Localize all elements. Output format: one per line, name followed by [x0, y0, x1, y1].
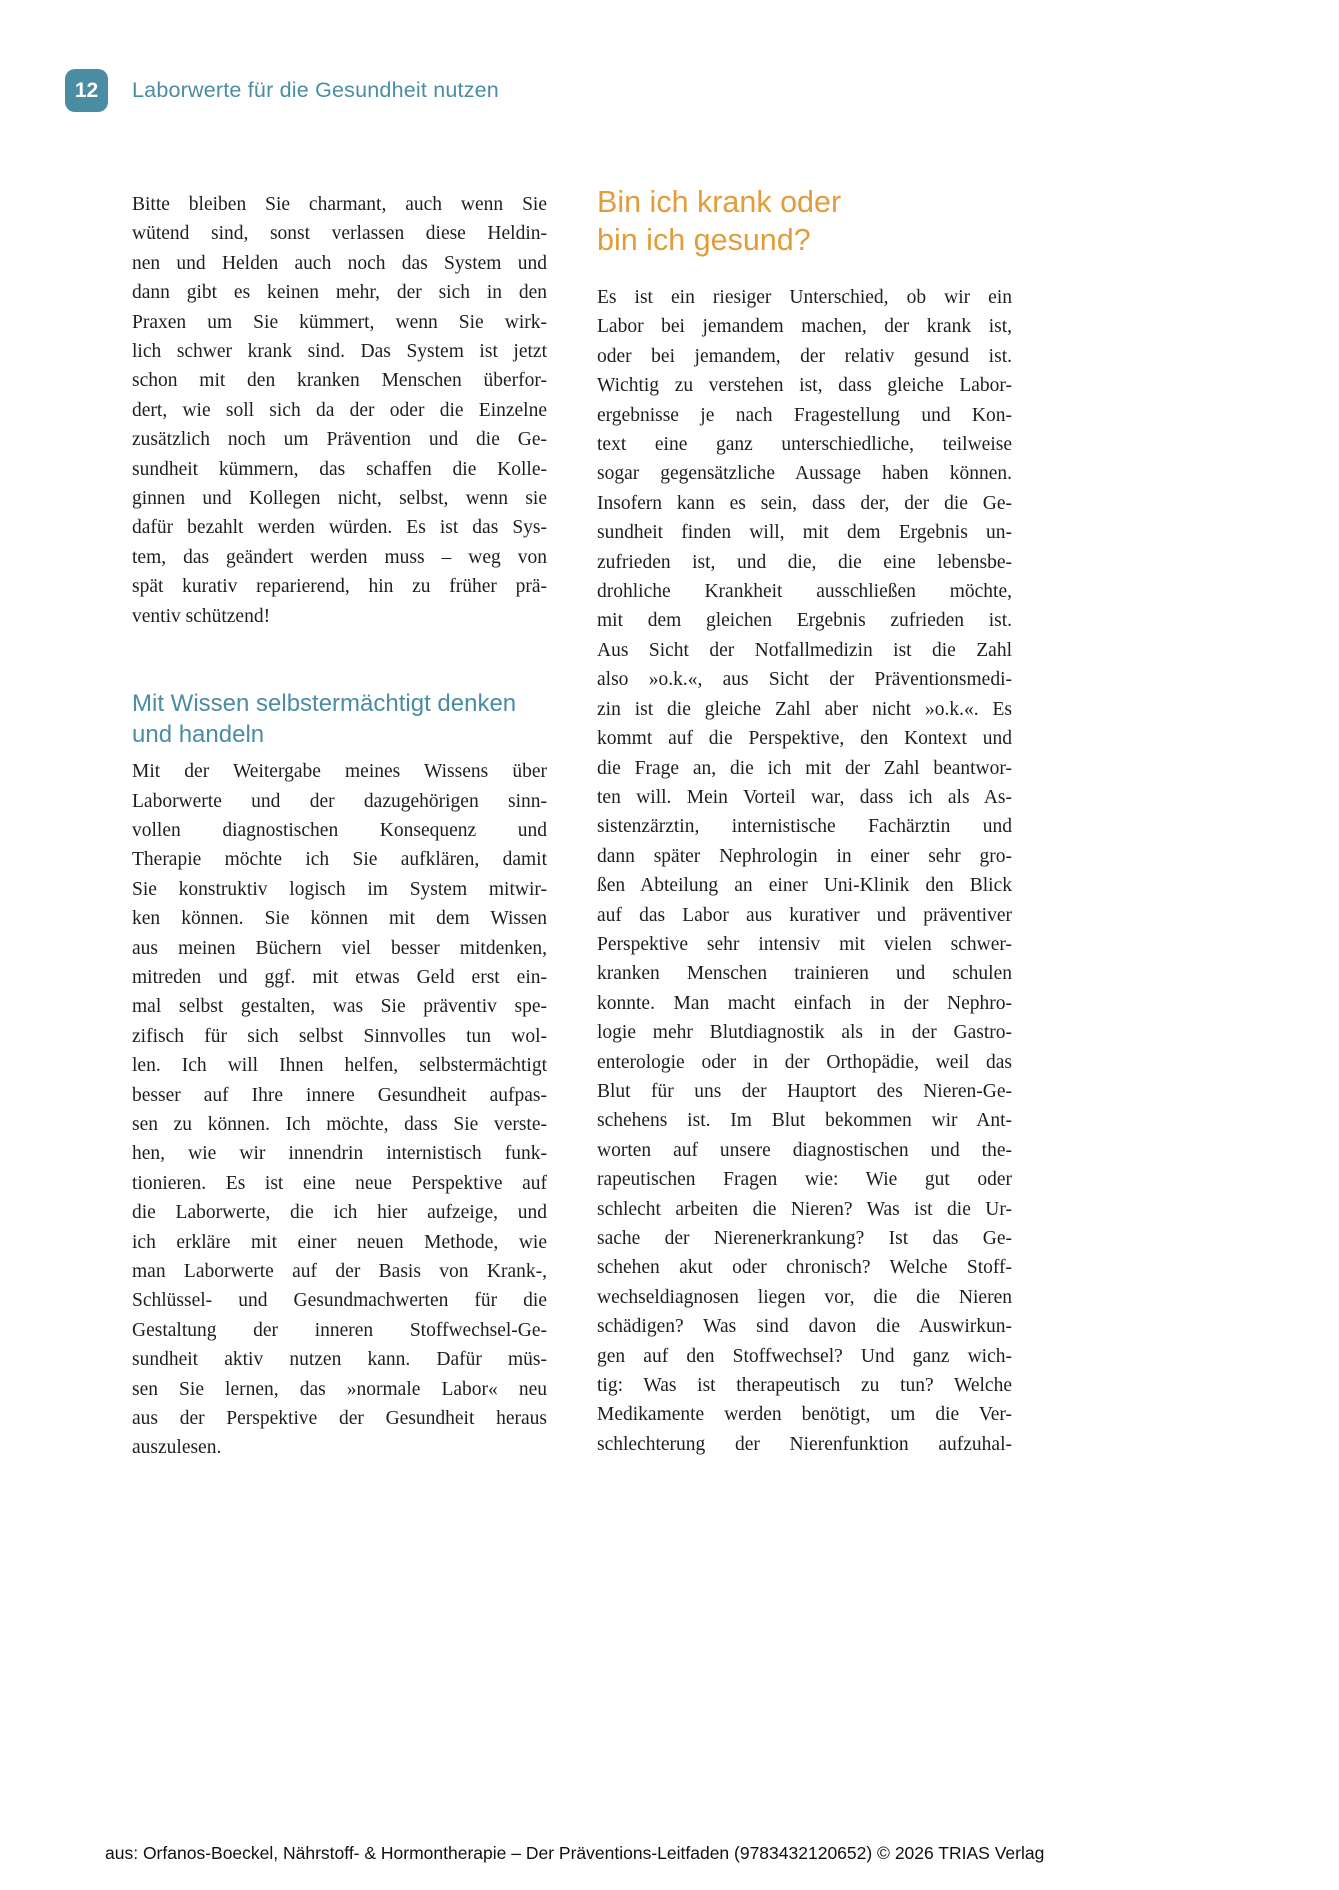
- page-footer: [105, 1843, 1265, 1864]
- text-line: man Laborwerte auf der Basis von Krank-,: [132, 1261, 547, 1282]
- text-line: mit dem gleichen Ergebnis zufrieden ist.: [597, 610, 1012, 632]
- text-line: zifisch für sich selbst Sinnvolles tun wol-: [132, 1025, 547, 1047]
- text-line: ginnen und Kollegen nicht, selbst, wenn sie: [132, 488, 547, 510]
- text-line: schon mit den kranken Menschen überfor-: [132, 370, 547, 392]
- text-line: dafür bezahlt werden würden. Es ist das Sys-: [132, 517, 547, 539]
- text-line: nen und Helden auch noch das System und: [132, 252, 547, 274]
- text-line: mitreden und ggf. mit etwas Geld erst ein-: [132, 966, 547, 988]
- text-line: Mit der Weitergabe meines Wissens über: [132, 761, 547, 783]
- text-line: kranken Menschen trainieren und schulen: [597, 963, 1012, 985]
- text-line: ich erkläre mit einer neuen Methode, wie: [132, 1231, 547, 1253]
- text-line: enterologie oder in der Orthopädie, weil das: [597, 1051, 1012, 1073]
- text-line: Labor bei jemandem machen, der krank ist,: [597, 316, 1012, 338]
- text-line: vollen diagnostischen Konsequenz und: [132, 819, 547, 841]
- text-line: zusätzlich noch um Prävention und die Ge-: [132, 429, 547, 451]
- text-line: also »o.k.«, aus Sicht der Präventionsmedi-: [597, 669, 1012, 691]
- text-line: aus der Perspektive der Gesundheit heraus: [132, 1408, 547, 1430]
- text-line: sogar gegensätzliche Aussage haben können.: [597, 463, 1012, 485]
- text-line: kommt auf die Perspektive, den Kontext und: [597, 728, 1012, 750]
- text-line: tionieren. Es ist eine neue Perspektive auf: [132, 1172, 547, 1194]
- text-line: ßen Abteilung an einer Uni-Klinik den Blick: [597, 875, 1012, 897]
- text-line: dann gibt es keinen mehr, der sich in den: [132, 282, 547, 304]
- text-line: Blut für uns der Hauptort des Nieren-Ge-: [597, 1080, 1012, 1102]
- text-line: sundheit aktiv nutzen kann. Dafür müs-: [132, 1349, 547, 1371]
- section-subheading: [132, 688, 547, 750]
- text-line: ergebnisse je nach Fragestellung und Kon-: [597, 404, 1012, 426]
- text-line: zin ist die gleiche Zahl aber nicht »o.k.«. Es: [597, 698, 1012, 720]
- text-line: spät kurativ reparierend, hin zu früher prä-: [132, 576, 547, 598]
- text-line: oder bei jemandem, der relativ gesund ist.: [597, 345, 1012, 367]
- text-line: dann später Nephrologin in einer sehr gro-: [597, 845, 1012, 867]
- text-line: sache der Nierenerkrankung? Ist das Ge-: [597, 1228, 1012, 1249]
- text-line: worten auf unsere diagnostischen und the-: [597, 1139, 1012, 1161]
- text-line: Wichtig zu verstehen ist, dass gleiche Labor-: [597, 375, 1012, 397]
- right-column: [597, 183, 1012, 1463]
- text-line: sundheit finden will, mit dem Ergebnis un-: [597, 522, 1012, 544]
- text-line: sen zu können. Ich möchte, dass Sie verste-: [132, 1113, 547, 1135]
- text-line: Sie konstruktiv logisch im System mitwir-: [132, 878, 547, 900]
- text-line: drohliche Krankheit ausschließen möchte,: [597, 581, 1012, 603]
- text-line: ventiv schützend!: [132, 605, 271, 627]
- page-header: [65, 69, 499, 112]
- text-line: ten will. Mein Vorteil war, dass ich als As-: [597, 786, 1012, 808]
- text-line: konnte. Man macht einfach in der Nephro-: [597, 992, 1012, 1014]
- text-line: Medikamente werden benötigt, um die Ver-: [597, 1404, 1012, 1426]
- running-header-title: Laborwerte für die Gesundheit nutzen: [132, 78, 499, 102]
- text-line: schädigen? Was sind davon die Auswirkun-: [597, 1316, 1012, 1338]
- text-line: Praxen um Sie kümmert, wenn Sie wirk-: [132, 311, 547, 333]
- text-line: und handeln: [132, 721, 265, 749]
- text-line: wechseldiagnosen liegen vor, die die Nieren: [597, 1286, 1012, 1308]
- text-line: lich schwer krank sind. Das System ist jetzt: [132, 341, 547, 363]
- source-credit-line: aus: Orfanos-Boeckel, Nährstoff- & Hormontherapie – Der Präventions-Leitfaden (9783432120652) © 2026 TRIAS Verlag: [105, 1843, 1045, 1863]
- page-number-badge: 12: [65, 69, 108, 112]
- text-line: tem, das geändert werden muss – weg von: [132, 546, 547, 568]
- text-line: Aus Sicht der Notfallmedizin ist die Zahl: [597, 639, 1012, 661]
- text-line: mal selbst gestalten, was Sie präventiv spe-: [132, 996, 547, 1018]
- paragraph-sick-or-healthy: [597, 283, 1012, 1459]
- text-line: besser auf Ihre innere Gesundheit aufpas-: [132, 1084, 547, 1106]
- text-line: sundheit kümmern, das schaffen die Kolle-: [132, 458, 547, 480]
- text-line: len. Ich will Ihnen helfen, selbstermächtigt: [132, 1055, 547, 1077]
- text-line: tig: Was ist therapeutisch zu tun? Welche: [597, 1375, 1012, 1397]
- text-line: die Laborwerte, die ich hier aufzeige, und: [132, 1202, 547, 1224]
- text-line: zufrieden ist, und die, die eine lebensbe-: [597, 551, 1012, 573]
- text-line: schlechterung der Nierenfunktion aufzuhal-: [597, 1433, 1012, 1455]
- text-line: bin ich gesund?: [597, 223, 811, 257]
- text-line: ken können. Sie können mit dem Wissen: [132, 908, 547, 930]
- text-line: auszulesen.: [132, 1437, 222, 1459]
- paragraph-knowledge-empowerment: [132, 757, 547, 1463]
- text-line: Bitte bleiben Sie charmant, auch wenn Sie: [132, 194, 547, 215]
- text-line: die Frage an, die ich mit der Zahl beantwor-: [597, 757, 1012, 779]
- text-line: hen, wie wir innendrin internistisch funk-: [132, 1143, 547, 1165]
- text-line: Schlüssel- und Gesundmachwerten für die: [132, 1290, 547, 1312]
- text-line: Laborwerte und der dazugehörigen sinn-: [132, 790, 547, 812]
- paragraph-system-critique: [132, 190, 547, 631]
- text-line: Mit Wissen selbstermächtigt denken: [132, 690, 517, 718]
- text-line: Es ist ein riesiger Unterschied, ob wir ein: [597, 287, 1012, 308]
- text-line: Bin ich krank oder: [597, 185, 842, 219]
- two-column-text-block: [132, 183, 1012, 1463]
- text-line: schehens ist. Im Blut bekommen wir Ant-: [597, 1110, 1012, 1132]
- text-line: Insofern kann es sein, dass der, der die Ge-: [597, 492, 1012, 514]
- text-line: text eine ganz unterschiedliche, teilweise: [597, 434, 1012, 456]
- section-heading: [597, 183, 1012, 259]
- text-line: schlecht arbeiten die Nieren? Was ist die Ur-: [597, 1198, 1012, 1220]
- text-line: schehen akut oder chronisch? Welche Stoff-: [597, 1257, 1012, 1279]
- left-column: [132, 183, 547, 1463]
- text-line: Gestaltung der inneren Stoffwechsel-Ge-: [132, 1319, 547, 1341]
- text-line: logie mehr Blutdiagnostik als in der Gastro-: [597, 1022, 1012, 1044]
- text-line: sistenzärztin, internistische Fachärztin und: [597, 816, 1012, 838]
- text-line: Perspektive sehr intensiv mit vielen schwer-: [597, 933, 1012, 955]
- text-line: dert, wie soll sich da der oder die Einzelne: [132, 399, 547, 421]
- text-line: wütend sind, sonst verlassen diese Heldin-: [132, 223, 547, 245]
- text-line: rapeutischen Fragen wie: Wie gut oder: [597, 1169, 1012, 1191]
- text-line: Therapie möchte ich Sie aufklären, damit: [132, 849, 547, 871]
- text-line: gen auf den Stoffwechsel? Und ganz wich-: [597, 1345, 1012, 1367]
- text-line: auf das Labor aus kurativer und präventiver: [597, 904, 1012, 926]
- text-line: aus meinen Büchern viel besser mitdenken,: [132, 937, 547, 959]
- text-line: sen Sie lernen, das »normale Labor« neu: [132, 1378, 547, 1400]
